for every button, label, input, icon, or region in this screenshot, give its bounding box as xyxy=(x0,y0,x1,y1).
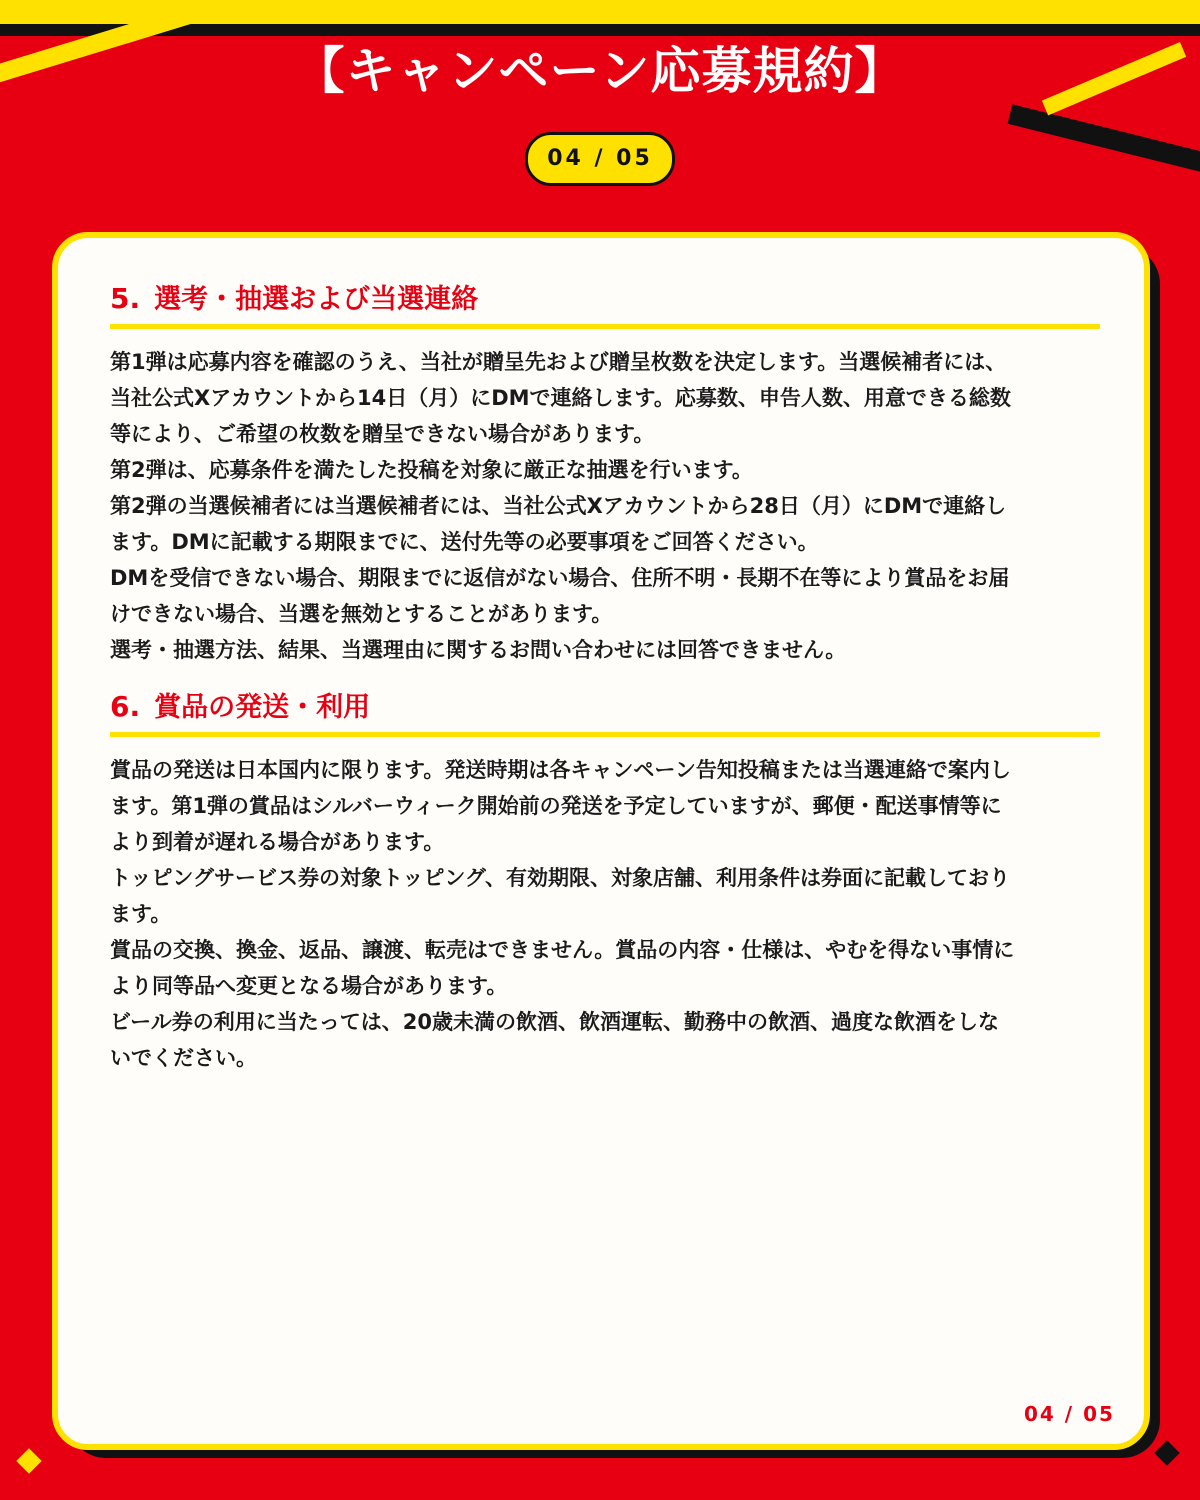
body-line: 第1弾は応募内容を確認のうえ、当社が贈呈先および贈呈枚数を決定します。当選候補者には、 xyxy=(110,350,1007,374)
page-title: 【キャンペーン応募規約】 xyxy=(294,42,906,100)
body-line: より同等品へ変更となる場合があります。 xyxy=(110,974,508,998)
terms-card xyxy=(52,232,1150,1450)
section-number: 5. xyxy=(110,282,141,315)
body-line: 賞品の発送は日本国内に限ります。発送時期は各キャンペーン告知投稿または当選連絡で案内し xyxy=(110,758,1011,782)
section-body-6 xyxy=(110,752,1100,1076)
body-line: ビール券の利用に当たっては、20歳未満の飲酒、飲酒運転、勤務中の飲酒、過度な飲酒をしな xyxy=(110,1010,999,1034)
section-number: 6. xyxy=(110,690,141,723)
card-page-indicator: 04 / 05 xyxy=(1024,1402,1115,1426)
diamond-decoration-black xyxy=(1154,1440,1179,1465)
body-line: 第2弾の当選候補者には当選候補者には、当社公式Xアカウントから28日（月）にDMで連絡し xyxy=(110,494,1007,518)
body-line: 第2弾は、応募条件を満たした投稿を対象に厳正な抽選を行います。 xyxy=(110,458,753,482)
body-line: ます。第1弾の賞品はシルバーウィーク開始前の発送を予定していますが、郵便・配送事情等に xyxy=(110,794,1002,818)
body-line: DMを受信できない場合、期限までに返信がない場合、住所不明・長期不在等により賞品をお届 xyxy=(110,566,1010,590)
section-heading-6 xyxy=(110,686,1100,737)
section-heading-5 xyxy=(110,278,1100,329)
body-line: 選考・抽選方法、結果、当選理由に関するお問い合わせには回答できません。 xyxy=(110,638,847,662)
body-line: 等により、ご希望の枚数を贈呈できない場合があります。 xyxy=(110,422,655,446)
body-line: いでください。 xyxy=(110,1046,257,1070)
decorative-slash-right-black xyxy=(1008,104,1200,174)
section-title: 賞品の発送・利用 xyxy=(154,692,371,723)
body-line: けできない場合、当選を無効とすることがあります。 xyxy=(110,602,613,626)
body-line: より到着が遅れる場合があります。 xyxy=(110,830,445,854)
section-title: 選考・抽選および当選連絡 xyxy=(154,284,479,315)
body-line: トッピングサービス券の対象トッピング、有効期限、対象店舗、利用条件は券面に記載しており xyxy=(110,866,1011,890)
body-line: ます。DMに記載する期限までに、送付先等の必要事項をご回答ください。 xyxy=(110,530,819,554)
section-body-5 xyxy=(110,344,1100,668)
body-line: ます。 xyxy=(110,902,172,926)
body-line: 賞品の交換、換金、返品、譲渡、転売はできません。賞品の内容・仕様は、やむを得ない事情に xyxy=(110,938,1015,962)
diamond-decoration-yellow xyxy=(16,1448,41,1473)
page-indicator-badge: 04 / 05 xyxy=(525,132,675,186)
body-line: 当社公式Xアカウントから14日（月）にDMで連絡します。応募数、申告人数、用意できる総数 xyxy=(110,386,1011,410)
